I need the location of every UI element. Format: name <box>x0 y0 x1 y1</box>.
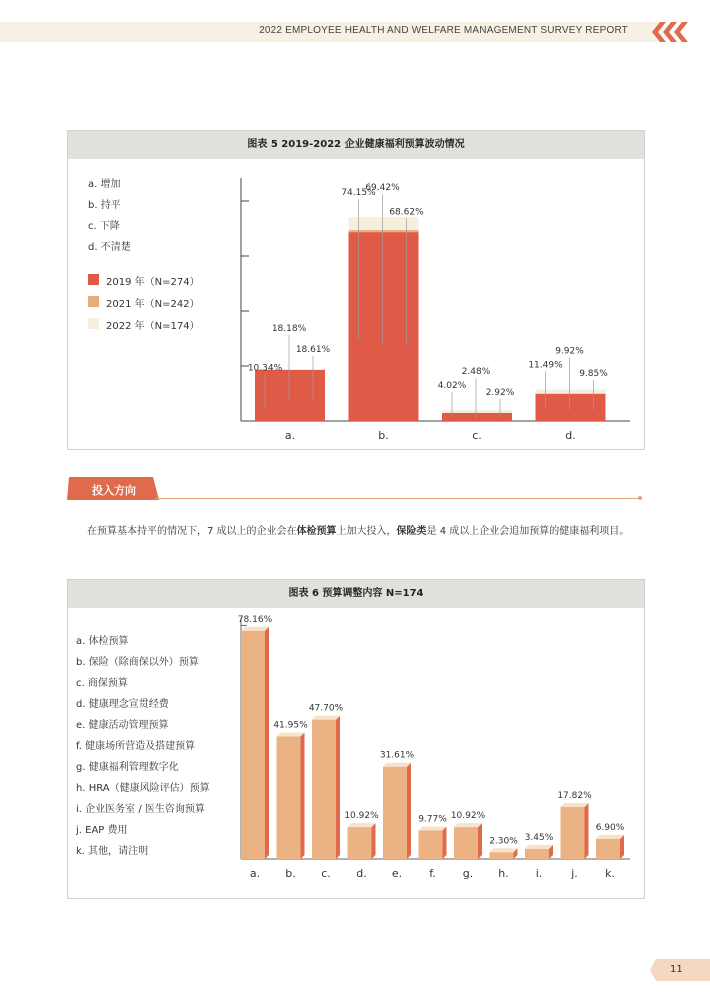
data-label: 18.61% <box>295 344 331 355</box>
legend-2019-label: 2019 年（N=274） <box>106 277 200 288</box>
x-tick-label: g. <box>462 867 474 880</box>
bar-top <box>348 823 376 827</box>
bar <box>596 839 620 859</box>
data-label: 3.45% <box>524 832 554 843</box>
figure6-legend-item: i. 企业医务室 / 医生咨询预算 <box>76 804 205 815</box>
data-label: 4.02% <box>437 380 467 391</box>
bar <box>561 807 585 859</box>
bar <box>383 767 407 859</box>
x-tick-label: b. <box>378 429 389 442</box>
data-label: 10.92% <box>450 811 486 822</box>
chevron-decoration-icon <box>650 22 690 42</box>
bar <box>277 737 301 859</box>
data-label: 9.92% <box>555 346 584 357</box>
bar <box>490 852 514 859</box>
figure6-title: 图表 6 预算调整内容 N=174 <box>68 580 644 608</box>
header-title: 2022 EMPLOYEE HEALTH AND WELFARE MANAGEMENT SURVEY REPORT <box>259 25 628 36</box>
data-label: 31.61% <box>379 750 415 761</box>
figure6-chart <box>225 610 640 890</box>
x-tick-label: e. <box>391 867 403 880</box>
legend-2022-label: 2022 年（N=174） <box>106 321 200 332</box>
bar <box>241 631 265 859</box>
data-label: 18.18% <box>271 324 307 335</box>
figure6-legend-item: h. HRA（健康风险评估）预算 <box>76 783 210 794</box>
bar-side <box>336 716 340 859</box>
data-label: 2.92% <box>485 387 515 398</box>
figure6-legend-item: b. 保险（除商保以外）预算 <box>76 657 199 668</box>
data-label: 69.42% <box>365 183 400 194</box>
bar-top <box>277 733 305 737</box>
data-label: 10.34% <box>247 363 283 374</box>
bar-side <box>301 733 305 859</box>
figure5-title: 图表 5 2019-2022 企业健康福利预算波动情况 <box>68 131 644 159</box>
section-paragraph <box>67 521 643 543</box>
x-tick-label: k. <box>605 867 615 880</box>
bar-side <box>265 627 269 859</box>
data-label: 41.95% <box>273 720 308 731</box>
data-label: 47.70% <box>308 703 344 714</box>
data-label: 2.48% <box>461 367 491 378</box>
bar-top <box>312 716 340 720</box>
legend-2021-label: 2021 年（N=242） <box>106 299 200 310</box>
x-tick-label: h. <box>498 867 509 880</box>
figure6-legend-item: a. 体检预算 <box>76 636 129 647</box>
bar-side <box>407 763 411 859</box>
figure5-legend-item: d. 不清楚 <box>88 242 131 253</box>
paragraph-bold-text: 保险类 <box>396 526 427 537</box>
data-label: 10.92% <box>344 811 379 822</box>
paragraph-text: 在预算基本持平的情况下，7 成以上的企业会在 <box>87 526 297 537</box>
figure5-legend-item: b. 持平 <box>88 200 121 211</box>
bar <box>348 827 372 859</box>
data-label: 11.49% <box>528 360 563 371</box>
data-label: 9.77% <box>418 814 447 825</box>
bar-top <box>454 823 482 827</box>
bar <box>454 827 478 859</box>
legend-swatch-2021 <box>88 296 99 307</box>
legend-swatch-2022 <box>88 318 99 329</box>
x-tick-label: a. <box>284 429 296 442</box>
bar-top <box>383 763 411 767</box>
bar-side <box>372 823 376 859</box>
bar-top <box>241 627 269 631</box>
figure6-legend-item: f. 健康场所营造及搭建预算 <box>76 741 196 752</box>
section-divider <box>155 498 641 499</box>
bar-c-2019 <box>442 413 512 421</box>
bar-side <box>478 823 482 859</box>
x-tick-label: j. <box>571 867 578 880</box>
x-tick-label: b. <box>285 867 296 880</box>
x-tick-label: i. <box>535 867 543 880</box>
x-tick-label: a. <box>249 867 261 880</box>
bar <box>419 830 443 859</box>
x-tick-label: d. <box>356 867 367 880</box>
bar-b-2019 <box>349 232 419 421</box>
paragraph-text: 上加大投入， <box>336 526 397 537</box>
figure6-legend-item: e. 健康活动管理预算 <box>76 720 169 731</box>
bar <box>312 720 336 859</box>
figure5-chart <box>225 160 640 450</box>
section-divider-dot <box>638 496 642 500</box>
figure6-legend-item: d. 健康理念宣贯经费 <box>76 699 169 710</box>
data-label: 2.30% <box>489 836 518 847</box>
bar-top <box>490 848 518 852</box>
bar-top <box>596 835 624 839</box>
figure6-legend-item: g. 健康福利管理数字化 <box>76 762 179 773</box>
bar-side <box>585 803 589 859</box>
bar-top <box>419 826 447 830</box>
data-label: 78.16% <box>237 614 273 625</box>
bar-side <box>443 826 447 859</box>
paragraph-text: 是 4 成以上企业会追加预算的健康福利项目。 <box>426 526 630 537</box>
section-title: 投入方向 <box>92 484 136 497</box>
data-label: 68.62% <box>389 207 424 218</box>
data-label: 74.15% <box>341 188 376 199</box>
figure5-legend-item: a. 增加 <box>88 179 121 190</box>
data-label: 9.85% <box>579 368 608 379</box>
figure6-legend-item: c. 商保预算 <box>76 678 128 689</box>
page-number: 11 <box>670 964 683 975</box>
x-tick-label: c. <box>472 429 482 442</box>
x-tick-label: d. <box>565 429 576 442</box>
bar-d-2019 <box>536 394 606 421</box>
legend-swatch-2019 <box>88 274 99 285</box>
figure6-legend-item: k. 其他，请注明 <box>76 846 149 857</box>
bar-top <box>561 803 589 807</box>
paragraph-bold-text: 体检预算 <box>296 526 337 537</box>
bar-top <box>525 845 553 849</box>
bar-a-2019 <box>255 370 325 421</box>
x-tick-label: c. <box>321 867 331 880</box>
bar-side <box>620 835 624 859</box>
figure6-legend-item: j. EAP 费用 <box>76 825 128 836</box>
x-tick-label: f. <box>429 867 436 880</box>
figure5-legend-item: c. 下降 <box>88 221 120 232</box>
data-label: 17.82% <box>557 790 592 801</box>
bar <box>525 849 549 859</box>
data-label: 6.90% <box>595 822 625 833</box>
